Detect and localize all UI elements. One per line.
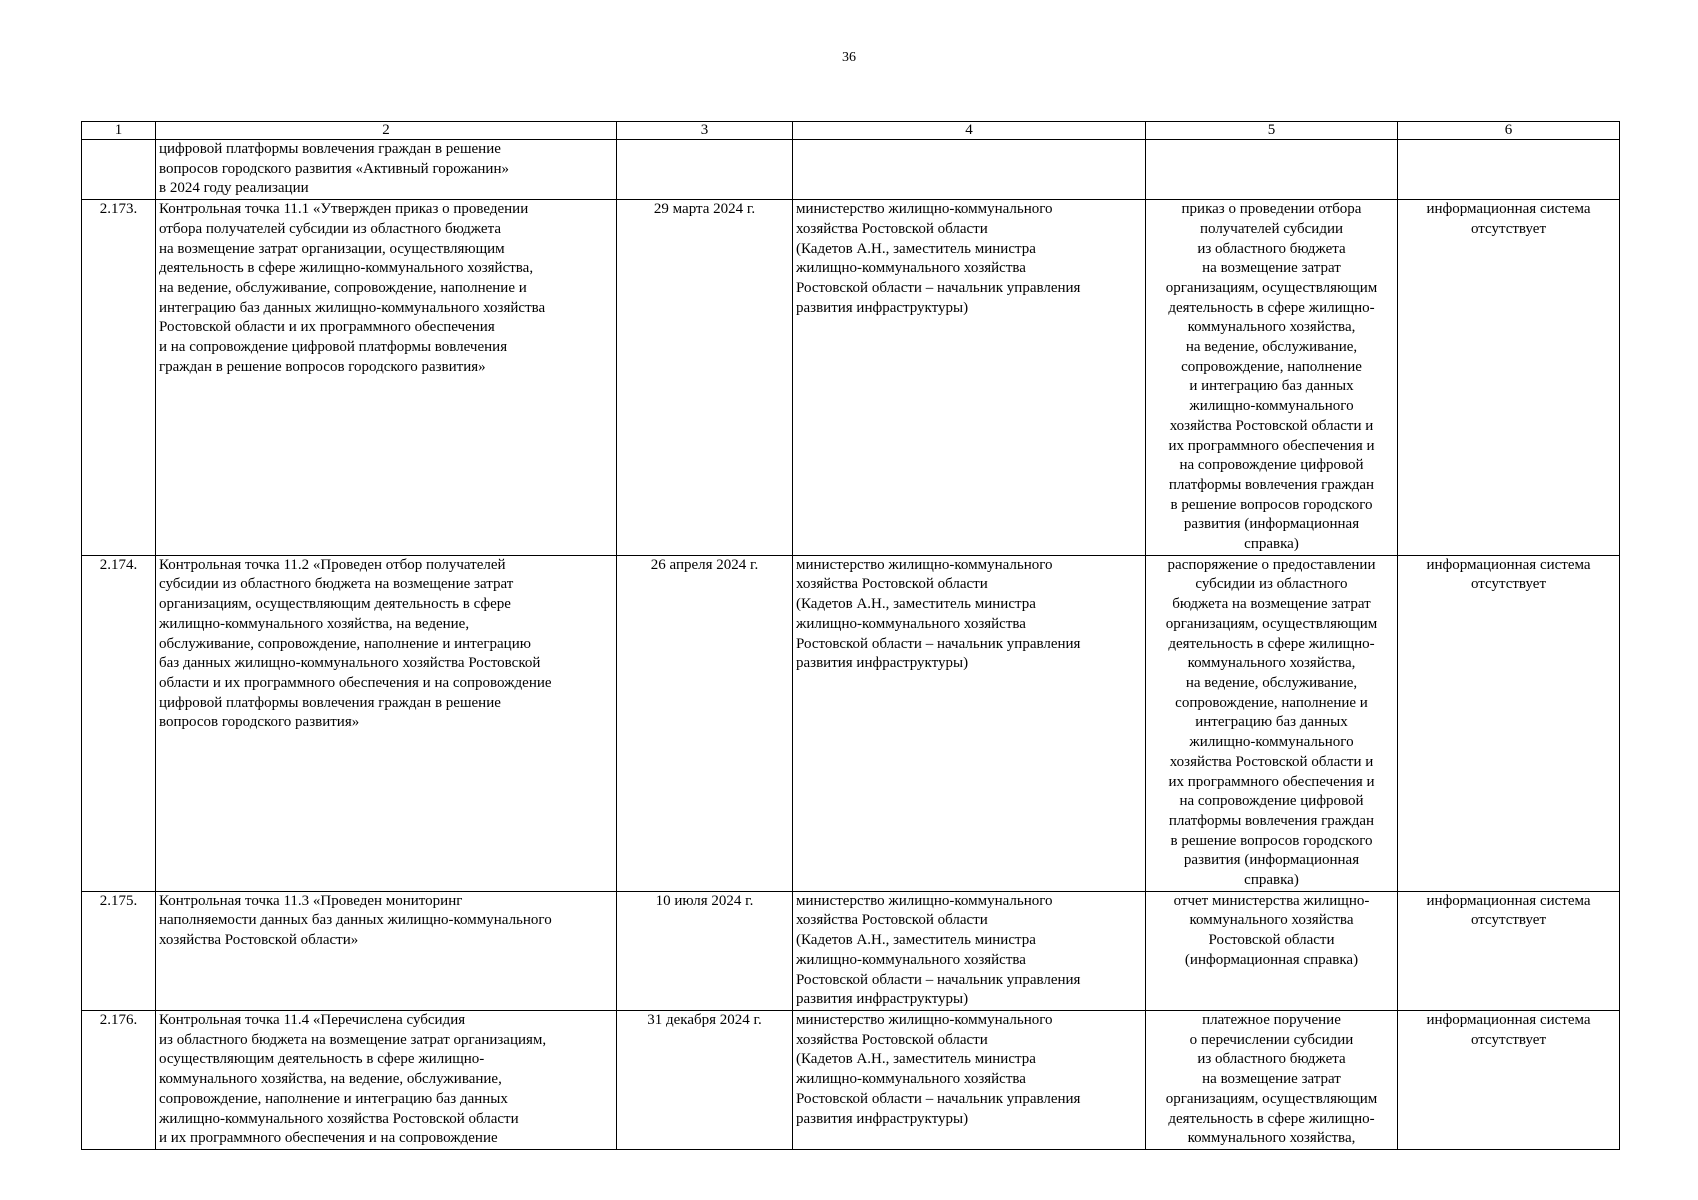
document-cell — [1146, 140, 1398, 200]
table-row — [82, 1010, 1620, 1149]
description-cell: Контрольная точка 11.3 «Проведен мониторинг наполняемости данных баз данных жилищно-коммунального хозяйства Ростовской области» — [156, 891, 617, 1010]
row-number-cell: 2.173. — [82, 200, 156, 556]
date-cell — [617, 140, 793, 200]
info-system-cell: информационная система отсутствует — [1398, 555, 1620, 891]
document-cell: распоряжение о предоставлении субсидии из областного бюджета на возмещение затрат организациям, осуществляющим деятельность в сфере жилищно- коммунального хозяйства, на ведение, обслуживание, сопровождение, наполнение и интеграцию баз данных жилищно-коммунального хозяйства Ростовской области и их программного обеспечения и на сопровождение цифровой платформы вовлечения граждан в решение вопросов городского развития (информационная справка) — [1146, 555, 1398, 891]
row-number-cell: 2.174. — [82, 555, 156, 891]
responsible-cell: министерство жилищно-коммунального хозяйства Ростовской области (Кадетов А.Н., заместитель министра жилищно-коммунального хозяйства Ростовской области – начальник управления развития инфраструктуры) — [793, 1010, 1146, 1149]
info-system-cell: информационная система отсутствует — [1398, 1010, 1620, 1149]
description-cell: Контрольная точка 11.2 «Проведен отбор получателей субсидии из областного бюджета на возмещение затрат организациям, осуществляющим деятельность в сфере жилищно-коммунального хозяйства, на ведение, обслуживание, сопровождение, наполнение и интеграцию баз данных жилищно-коммунального хозяйства Ростовской области и их программного обеспечения и на сопровождение цифровой платформы вовлечения граждан в решение вопросов городского развития» — [156, 555, 617, 891]
responsible-cell: министерство жилищно-коммунального хозяйства Ростовской области (Кадетов А.Н., заместитель министра жилищно-коммунального хозяйства Ростовской области – начальник управления развития инфраструктуры) — [793, 891, 1146, 1010]
column-number: 1 — [82, 122, 156, 140]
table-row — [82, 140, 1620, 200]
table-row — [82, 200, 1620, 556]
column-number: 3 — [617, 122, 793, 140]
responsible-cell — [793, 140, 1146, 200]
description-cell: цифровой платформы вовлечения граждан в решение вопросов городского развития «Активный горожанин» в 2024 году реализации — [156, 140, 617, 200]
table-row — [82, 555, 1620, 891]
page-number: 36 — [842, 50, 856, 65]
row-number-cell: 2.175. — [82, 891, 156, 1010]
column-number: 6 — [1398, 122, 1620, 140]
column-number: 4 — [793, 122, 1146, 140]
document-cell: платежное поручение о перечислении субсидии из областного бюджета на возмещение затрат организациям, осуществляющим деятельность в сфере жилищно- коммунального хозяйства, — [1146, 1010, 1398, 1149]
date-cell: 26 апреля 2024 г. — [617, 555, 793, 891]
measures-table — [81, 121, 1620, 1150]
date-cell: 31 декабря 2024 г. — [617, 1010, 793, 1149]
column-number: 5 — [1146, 122, 1398, 140]
date-cell: 29 марта 2024 г. — [617, 200, 793, 556]
document-cell: отчет министерства жилищно- коммунального хозяйства Ростовской области (информационная справка) — [1146, 891, 1398, 1010]
info-system-cell: информационная система отсутствует — [1398, 200, 1620, 556]
info-system-cell: информационная система отсутствует — [1398, 891, 1620, 1010]
document-cell: приказ о проведении отбора получателей субсидии из областного бюджета на возмещение затрат организациям, осуществляющим деятельность в сфере жилищно- коммунального хозяйства, на ведение, обслуживание, сопровождение, наполнение и интеграцию баз данных жилищно-коммунального хозяйства Ростовской области и их программного обеспечения и на сопровождение цифровой платформы вовлечения граждан в решение вопросов городского развития (информационная справка) — [1146, 200, 1398, 556]
description-cell: Контрольная точка 11.1 «Утвержден приказ о проведении отбора получателей субсидии из областного бюджета на возмещение затрат организации, осуществляющим деятельность в сфере жилищно-коммунального хозяйства, на ведение, обслуживание, сопровождение, наполнение и интеграцию баз данных жилищно-коммунального хозяйства Ростовской области и их программного обеспечения и на сопровождение цифровой платформы вовлечения граждан в решение вопросов городского развития» — [156, 200, 617, 556]
info-system-cell — [1398, 140, 1620, 200]
row-number-cell: 2.176. — [82, 1010, 156, 1149]
row-number-cell — [82, 140, 156, 200]
column-number-row — [82, 122, 1620, 140]
table-row — [82, 891, 1620, 1010]
column-number: 2 — [156, 122, 617, 140]
responsible-cell: министерство жилищно-коммунального хозяйства Ростовской области (Кадетов А.Н., заместитель министра жилищно-коммунального хозяйства Ростовской области – начальник управления развития инфраструктуры) — [793, 200, 1146, 556]
responsible-cell: министерство жилищно-коммунального хозяйства Ростовской области (Кадетов А.Н., заместитель министра жилищно-коммунального хозяйства Ростовской области – начальник управления развития инфраструктуры) — [793, 555, 1146, 891]
description-cell: Контрольная точка 11.4 «Перечислена субсидия из областного бюджета на возмещение затрат организациям, осуществляющим деятельность в сфере жилищно- коммунального хозяйства, на ведение, обслуживание, сопровождение, наполнение и интеграцию баз данных жилищно-коммунального хозяйства Ростовской области и их программного обеспечения и на сопровождение — [156, 1010, 617, 1149]
date-cell: 10 июля 2024 г. — [617, 891, 793, 1010]
